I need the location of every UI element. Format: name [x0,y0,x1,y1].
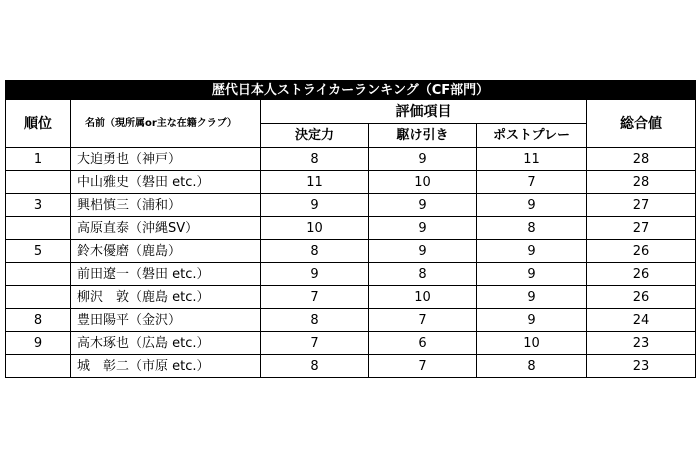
postplay-score-cell: 7 [477,171,587,194]
criteria-header-postplay: ポストプレー [477,124,587,148]
criteria-group-header: 評価項目 [261,100,587,124]
postplay-score-cell: 9 [477,309,587,332]
name-cell: 興梠慎三（浦和） [71,194,261,217]
postplay-score-cell: 10 [477,332,587,355]
table-row [6,217,696,240]
table-body [6,148,696,378]
movement-score-cell: 7 [369,309,477,332]
total-score-cell: 27 [587,194,696,217]
finishing-score-cell: 9 [261,263,369,286]
rank-cell [6,286,71,309]
movement-score-cell: 10 [369,286,477,309]
name-cell: 城 彰二（市原 etc.） [71,355,261,378]
finishing-score-cell: 8 [261,148,369,171]
movement-score-cell: 10 [369,171,477,194]
postplay-score-cell: 8 [477,355,587,378]
postplay-score-cell: 8 [477,217,587,240]
total-score-cell: 27 [587,217,696,240]
table-row [6,194,696,217]
total-score-cell: 23 [587,355,696,378]
rank-cell [6,263,71,286]
ranking-table [5,80,696,378]
finishing-score-cell: 7 [261,332,369,355]
rank-cell [6,217,71,240]
table-row [6,286,696,309]
total-score-cell: 28 [587,171,696,194]
criteria-header-finishing: 決定力 [261,124,369,148]
name-cell: 豊田陽平（金沢） [71,309,261,332]
postplay-score-cell: 9 [477,194,587,217]
name-cell: 高木琢也（広島 etc.） [71,332,261,355]
rank-cell: 1 [6,148,71,171]
name-cell: 鈴木優磨（鹿島） [71,240,261,263]
table-row [6,263,696,286]
name-cell: 高原直泰（沖縄SV） [71,217,261,240]
postplay-score-cell: 9 [477,240,587,263]
total-score-cell: 24 [587,309,696,332]
movement-score-cell: 9 [369,217,477,240]
table-row [6,309,696,332]
total-score-cell: 26 [587,263,696,286]
movement-score-cell: 9 [369,194,477,217]
table-row [6,240,696,263]
movement-score-cell: 9 [369,148,477,171]
rank-cell: 8 [6,309,71,332]
rank-cell: 9 [6,332,71,355]
finishing-score-cell: 11 [261,171,369,194]
finishing-score-cell: 8 [261,309,369,332]
name-cell: 中山雅史（磐田 etc.） [71,171,261,194]
table-row [6,355,696,378]
postplay-score-cell: 9 [477,286,587,309]
finishing-score-cell: 10 [261,217,369,240]
table-row [6,332,696,355]
movement-score-cell: 6 [369,332,477,355]
movement-score-cell: 7 [369,355,477,378]
total-header: 総合値 [587,100,696,148]
name-cell: 大迫勇也（神戸） [71,148,261,171]
movement-score-cell: 8 [369,263,477,286]
finishing-score-cell: 8 [261,355,369,378]
postplay-score-cell: 11 [477,148,587,171]
table-title: 歴代日本人ストライカーランキング（CF部門） [6,81,696,100]
rank-cell: 5 [6,240,71,263]
movement-score-cell: 9 [369,240,477,263]
rank-cell [6,355,71,378]
total-score-cell: 28 [587,148,696,171]
table-row [6,171,696,194]
total-score-cell: 26 [587,240,696,263]
rank-cell: 3 [6,194,71,217]
finishing-score-cell: 9 [261,194,369,217]
finishing-score-cell: 7 [261,286,369,309]
postplay-score-cell: 9 [477,263,587,286]
name-header: 名前（現所属or主な在籍クラブ） [71,100,261,148]
total-score-cell: 26 [587,286,696,309]
criteria-header-movement: 駆け引き [369,124,477,148]
rank-cell [6,171,71,194]
finishing-score-cell: 8 [261,240,369,263]
title-row [6,81,696,100]
name-cell: 前田遼一（磐田 etc.） [71,263,261,286]
name-cell: 柳沢 敦（鹿島 etc.） [71,286,261,309]
header-row [6,100,696,124]
total-score-cell: 23 [587,332,696,355]
table-row [6,148,696,171]
rank-header: 順位 [6,100,71,148]
